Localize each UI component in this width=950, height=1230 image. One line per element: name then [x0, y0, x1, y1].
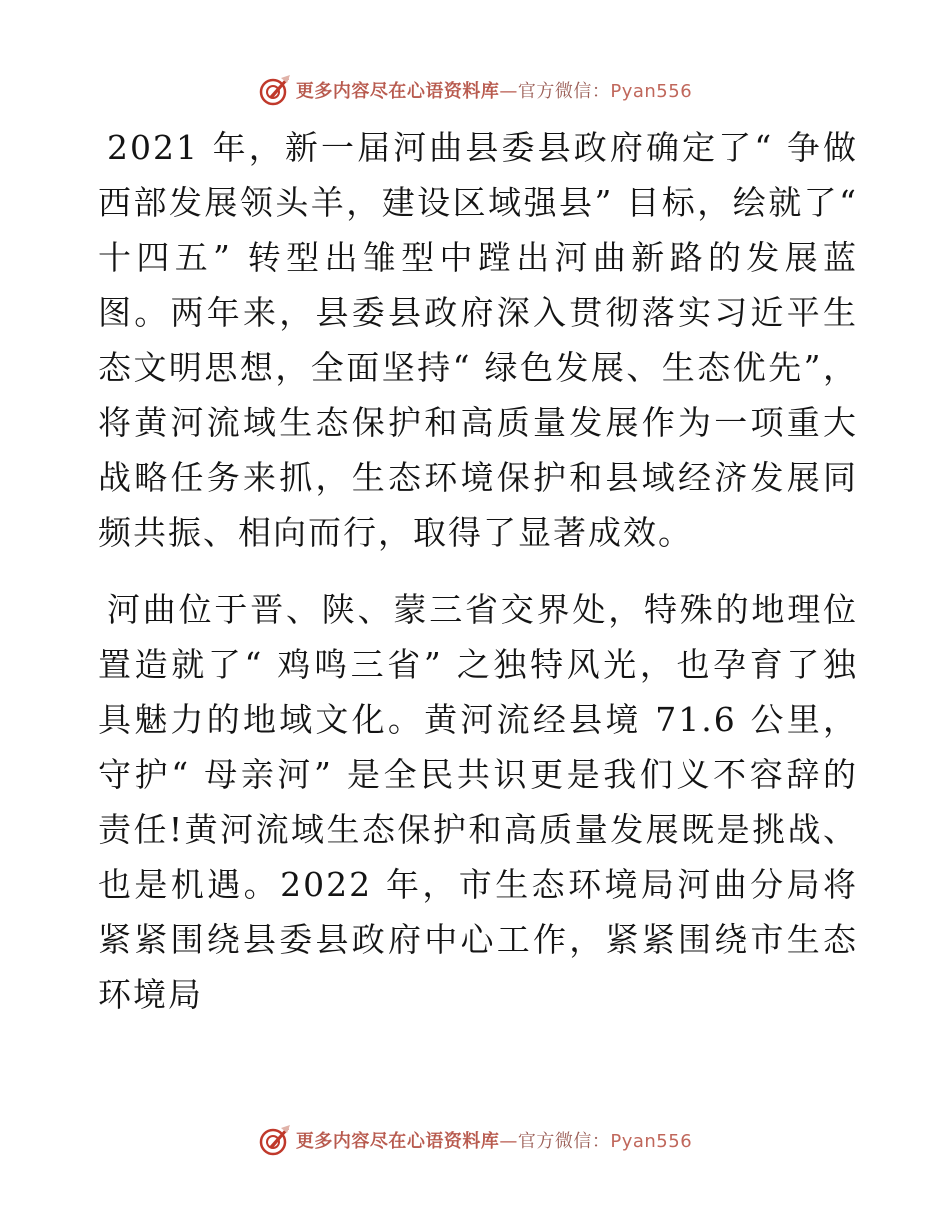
- site-name: 更多内容尽在心语资料库: [295, 81, 500, 102]
- paragraph-2: 河曲位于晋、陕、蒙三省交界处，特殊的地理位置造就了“ 鸡鸣三省” 之独特风光，也孕育了独具魅力的地域文化。黄河流经县境 71.6 公里，守护“ 母亲河” 是全民共识更是我们义不容辞的责任!黄河流域生态保护和高质量发展既是挑战、也是机遇。2022 年，市生态环境局河曲分局将紧紧围绕县委县政府中心工作，紧紧围绕市生态环境局: [98, 590, 858, 1014]
- wechat-id: Pyan556: [610, 1131, 693, 1152]
- paragraph-1: 2021 年，新一届河曲县委县政府确定了“ 争做西部发展领头羊，建设区域强县” 目标，绘就了“ 十四五” 转型出雏型中蹚出河曲新路的发展蓝图。两年来，县委县政府深入贯彻落实习近平生态文明思想，全面坚持“ 绿色发展、生态优先”，将黄河流域生态保护和高质量发展作为一项重大战略任务来抓，生态环境保护和县域经济发展同频共振、相向而行，取得了显著成效。: [98, 128, 858, 552]
- separator: —: [499, 81, 518, 102]
- header-watermark: [0, 70, 950, 110]
- watermark-text: [296, 1127, 692, 1153]
- watermark-text: [296, 77, 692, 103]
- wechat-label: 官方微信：: [517, 1131, 611, 1152]
- footer-watermark: [0, 1120, 950, 1160]
- wechat-id: Pyan556: [610, 81, 693, 102]
- quill-logo-icon: [258, 1123, 292, 1157]
- document-body: [98, 120, 858, 1022]
- site-name: 更多内容尽在心语资料库: [295, 1131, 500, 1152]
- separator: —: [499, 1131, 518, 1152]
- quill-logo-icon: [258, 73, 292, 107]
- wechat-label: 官方微信：: [517, 81, 611, 102]
